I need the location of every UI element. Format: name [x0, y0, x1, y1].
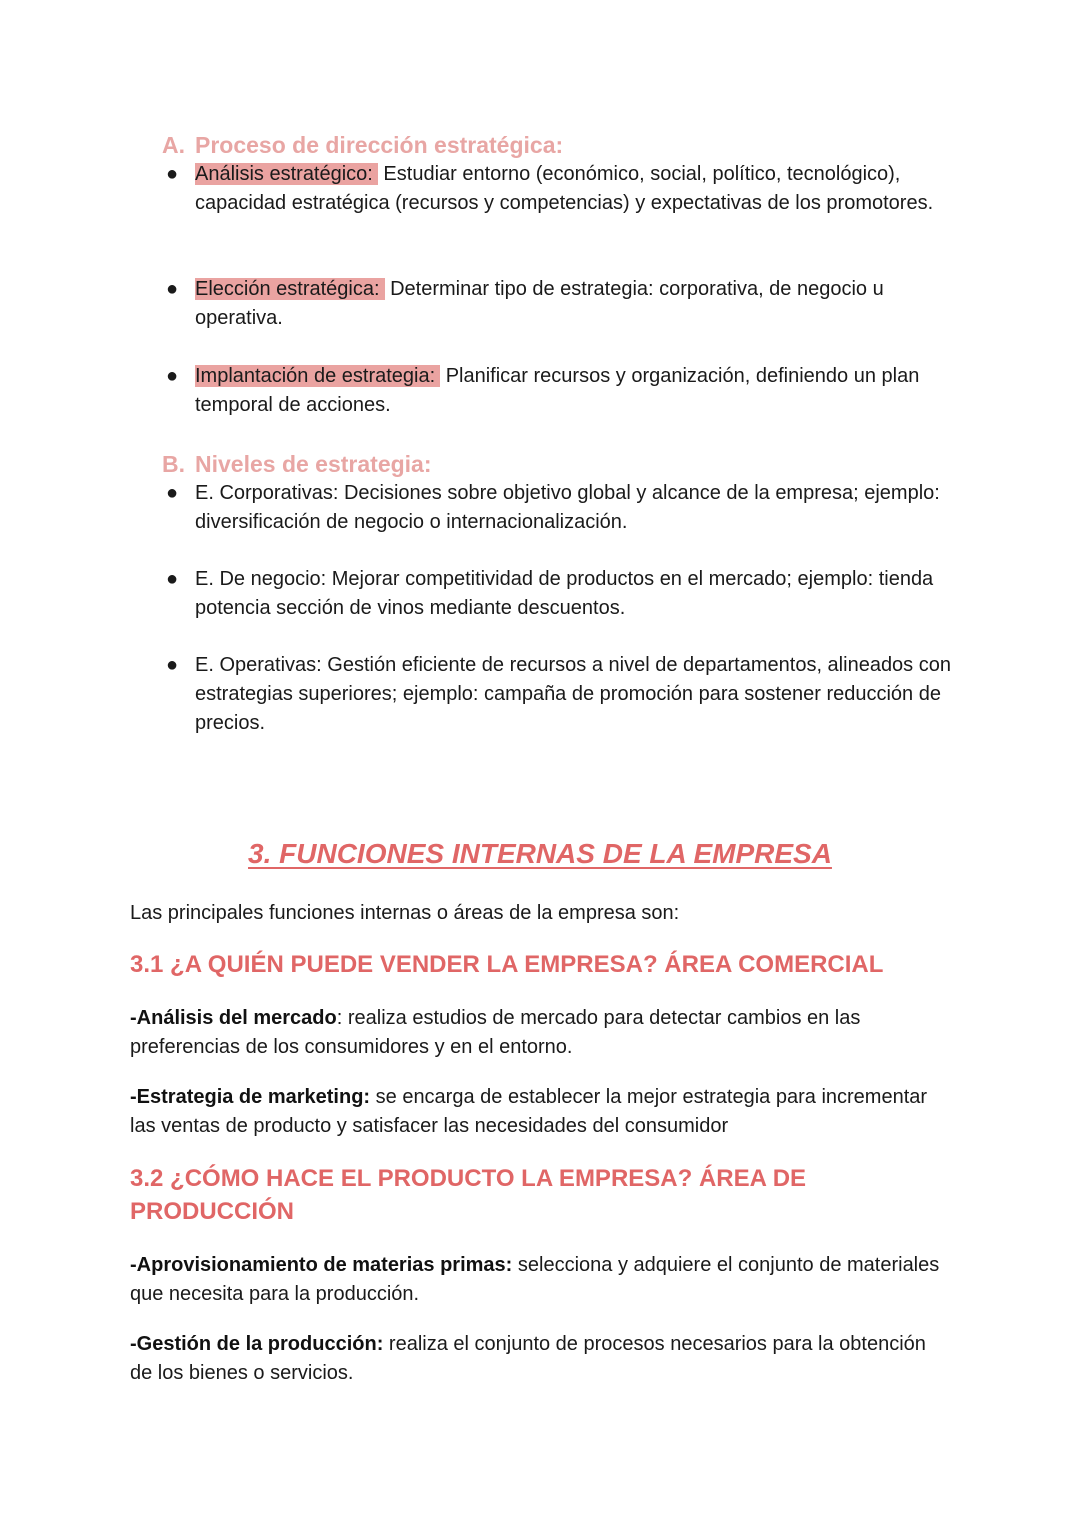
paragraph — [130, 1330, 950, 1388]
bullet-icon: ● — [166, 163, 179, 185]
section-a-title: Proceso de dirección estratégica: — [195, 132, 564, 158]
section-a-heading — [162, 130, 563, 160]
list-item-text: Planificar recursos y organización, definiendo un plan temporal de acciones. — [195, 365, 920, 416]
paragraph-text: selecciona y adquiere el conjunto de materiales que necesita para la producción. — [130, 1254, 940, 1305]
list-item — [162, 479, 962, 537]
paragraph-text: realiza el conjunto de procesos necesarios para la obtención de los bienes o servicios. — [130, 1333, 926, 1384]
highlighted-term: Análisis estratégico: — [195, 163, 378, 185]
bullet-icon: ● — [166, 365, 179, 387]
paragraph-term: -Gestión de la producción: — [130, 1333, 384, 1355]
list-item — [162, 651, 962, 738]
list-item-text: E. De negocio: Mejorar competitividad de productos en el mercado; ejemplo: tienda potencia sección de vinos mediante descuentos. — [195, 568, 934, 619]
paragraph-term: -Estrategia de marketing: — [130, 1086, 371, 1108]
bullet-icon: ● — [166, 482, 179, 504]
section-a-letter: A. — [162, 132, 185, 158]
list-item — [162, 362, 962, 420]
subsection-3-2-title: 3.2 ¿CÓMO HACE EL PRODUCTO LA EMPRESA? ÁREA DE PRODUCCIÓN — [130, 1165, 807, 1225]
paragraph-text: se encarga de establecer la mejor estrategia para incrementar las ventas de producto y satisfacer las necesidades del consumidor — [130, 1086, 928, 1137]
section-b-letter: B. — [162, 451, 185, 477]
highlighted-term: Elección estratégica: — [195, 278, 385, 300]
list-item — [162, 565, 962, 623]
list-item-text: Estudiar entorno (económico, social, político, tecnológico), capacidad estratégica (recursos y competencias) y expectativas de los promotores. — [195, 163, 934, 214]
bullet-icon: ● — [166, 654, 179, 676]
paragraph — [130, 1251, 950, 1309]
paragraph — [130, 1004, 950, 1062]
section-b-title: Niveles de estrategia: — [195, 451, 432, 477]
list-item — [162, 160, 962, 218]
list-item-text: E. Corporativas: Decisiones sobre objetivo global y alcance de la empresa; ejemplo: diversificación de negocio o internacionalización. — [195, 482, 940, 533]
paragraph — [130, 1083, 950, 1141]
bullet-icon: ● — [166, 568, 179, 590]
bullet-icon: ● — [166, 278, 179, 300]
chapter-title: 3. FUNCIONES INTERNAS DE LA EMPRESA — [248, 838, 832, 869]
section-b-heading — [162, 449, 432, 479]
list-item — [162, 275, 962, 333]
list-item-text: Determinar tipo de estrategia: corporativa, de negocio u operativa. — [195, 278, 884, 329]
paragraph-text: : realiza estudios de mercado para detectar cambios en las preferencias de los consumidores y en el entorno. — [130, 1007, 861, 1058]
chapter-intro: Las principales funciones internas o áreas de la empresa son: — [130, 902, 680, 924]
subsection-3-1-title: 3.1 ¿A QUIÉN PUEDE VENDER LA EMPRESA? ÁREA COMERCIAL — [130, 951, 884, 978]
highlighted-term: Implantación de estrategia: — [195, 365, 440, 387]
paragraph-term: -Análisis del mercado — [130, 1007, 337, 1029]
list-item-text: E. Operativas: Gestión eficiente de recursos a nivel de departamentos, alineados con estrategias superiores; ejemplo: campaña de promoción para sostener reducción de precios. — [195, 654, 951, 734]
paragraph-term: -Aprovisionamiento de materias primas: — [130, 1254, 513, 1276]
